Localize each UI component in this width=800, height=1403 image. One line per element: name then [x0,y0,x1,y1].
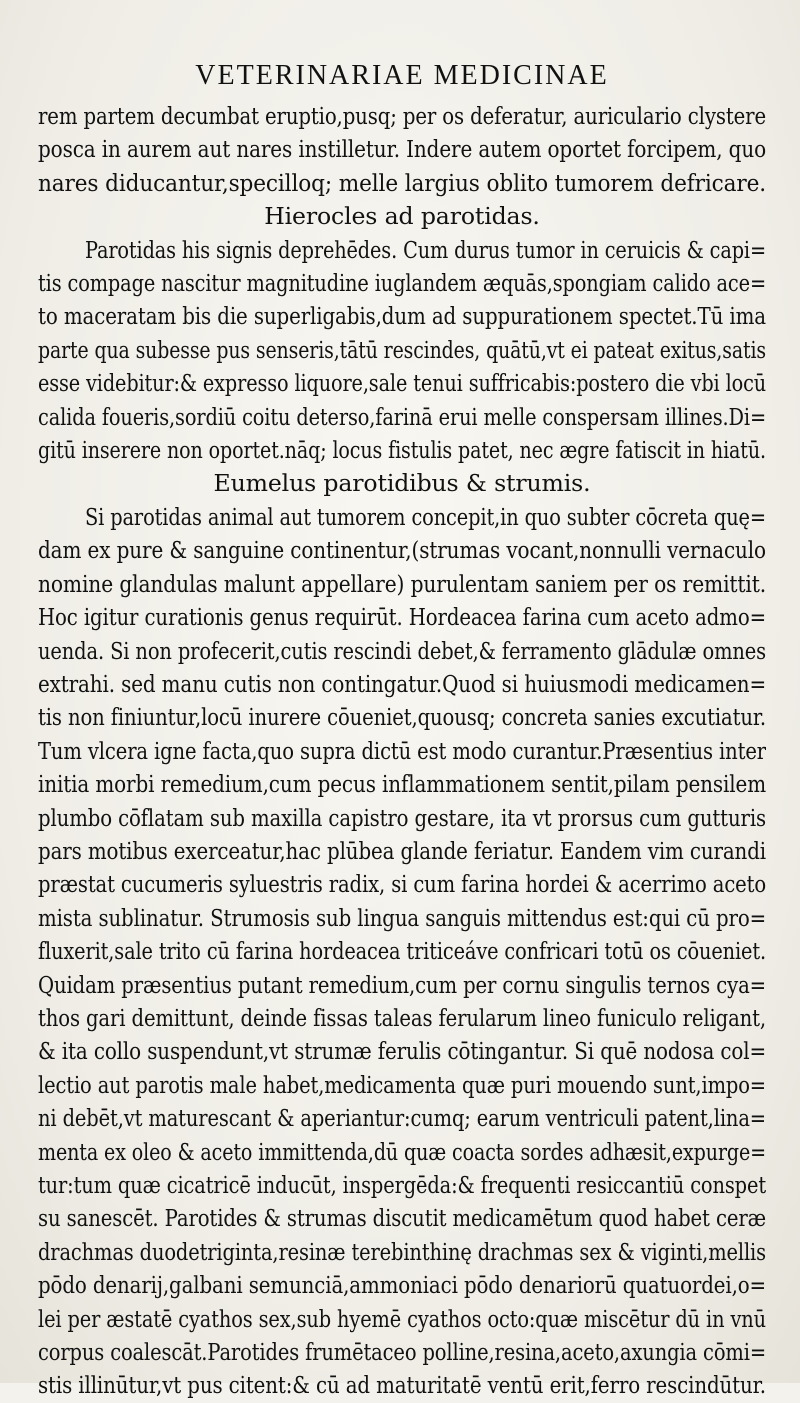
text-line: præstat cucumeris syluestris radix, si cum farina hordei & acerrimo aceto [38,870,766,899]
text-line: drachmas duodetriginta,resinæ terebinthinę drachmas sex & viginti,mellis [38,1237,766,1266]
text-line: posca in aurem aut nares instilletur. Indere autem oportet forcipem, quo [38,135,766,164]
text-line: su sanescēt. Parotides & strumas discutit medicamētum quod habet ceræ [38,1204,766,1233]
text-line: nares diducantur,specilloq; melle largius oblito tumorem defricare. [38,168,766,197]
body-text [38,100,766,1403]
text-line: tis non finiuntur,locū inurere cōueniet,quousq; concreta sanies excutiatur. [38,703,766,732]
text-line: tis compage nascitur magnitudine iuglandem æquās,spongiam calido ace= [38,269,766,298]
paragraph [38,501,766,1403]
text-line: fluxerit,sale trito cū farina hordeacea triticeáve confricari totū os cōueniet. [38,937,766,966]
text-line: rem partem decumbat eruptio,pusq; per os deferatur, auriculario clystere [38,102,766,130]
text-line: gitū inserere non oportet.nāq; locus fistulis patet, nec ægre fatiscit in hiatū. [38,436,766,465]
text-line: corpus coalescāt.Parotides frumētaceo polline,resina,aceto,axungia cōmi= [38,1338,766,1367]
text-line: tur:tum quæ cicatricē inducūt, inspergēda:& frequenti resiccantiū conspet [38,1171,766,1199]
text-line: pōdo denarij,galbani semunciā,ammoniaci pōdo denariorū quatuordei,o= [38,1271,766,1300]
text-line: lectio aut parotis male habet,medicamenta quæ puri mouendo sunt,impo= [38,1070,766,1099]
text-line: Hoc igitur curationis genus requirūt. Hordeacea farina cum aceto admo= [38,603,766,632]
text-line: & ita collo suspendunt,vt strumæ ferulis cōtingantur. Si quē nodosa col= [38,1037,766,1066]
text-line: mista sublinatur. Strumosis sub lingua sanguis mittendus est:qui cū pro= [38,903,766,932]
text-line: menta ex oleo & aceto immittenda,dū quæ coacta sordes adhæsit,expurge= [38,1137,766,1166]
text-line: lei per æstatē cyathos sex,sub hyemē cyathos octo:quæ miscētur dū in vnū [38,1304,766,1333]
text-line: Parotidas his signis deprehēdes. Cum durus tumor in ceruicis & capi= [85,235,766,264]
text-line: initia morbi remedium,cum pecus inflammationem sentit,pilam pensilem [38,770,766,799]
text-line: dam ex pure & sanguine continentur,(strumas vocant,nonnulli vernaculo [38,536,766,565]
text-line: extrahi. sed manu cutis non contingatur.Quod si huiusmodi medicamen= [38,669,766,698]
text-line: pars motibus exerceatur,hac plūbea glande feriatur. Eandem vim curandi [38,836,766,865]
text-line: Quidam præsentius putant remedium,cum per cornu singulis ternos cya= [38,970,766,999]
text-line: esse videbitur:& expresso liquore,sale tenui suffricabis:postero die vbi locū [38,369,766,398]
paragraph [38,234,766,468]
text-line: parte qua subesse pus senseris,tātū rescindes, quātū,vt ei pateat exitus,satis [38,335,766,364]
paragraph [38,100,766,200]
text-line: to maceratam bis die superligabis,dum ad suppurationem spectet.Tū ima [38,302,766,331]
text-line: plumbo cōflatam sub maxilla capistro gestare, ita vt prorsus cum gutturis [38,803,766,832]
section-heading: Eumelus parotidibus & strumis. [213,469,591,498]
running-title: VETERINARIAE MEDICINAE [195,60,609,91]
text-line: uenda. Si non profecerit,cutis rescindi debet,& ferramento glādulæ omnes [38,636,766,665]
text-line: calida foueris,sordiū coitu deterso,farinā erui melle conspersam illines.Di= [38,402,766,431]
text-line: Si parotidas animal aut tumorem concepit,in quo subter cōcreta quę= [85,502,766,531]
text-line: stis illinūtur,vt pus citent:& cū ad maturitatē ventū erit,ferro rescindūtur. [38,1371,766,1400]
text-line: Tum vlcera igne facta,quo supra dictū est modo curantur.Præsentius inter [38,736,766,765]
text-line: nomine glandulas malunt appellare) purulentam saniem per os remittit. [38,569,766,598]
section-heading: Hierocles ad parotidas. [264,202,540,231]
text-line: ni debēt,vt maturescant & aperiantur:cumq; earum ventriculi patent,lina= [38,1104,766,1133]
text-line: thos gari demittunt, deinde fissas taleas ferularum lineo funiculo religant, [38,1003,766,1032]
